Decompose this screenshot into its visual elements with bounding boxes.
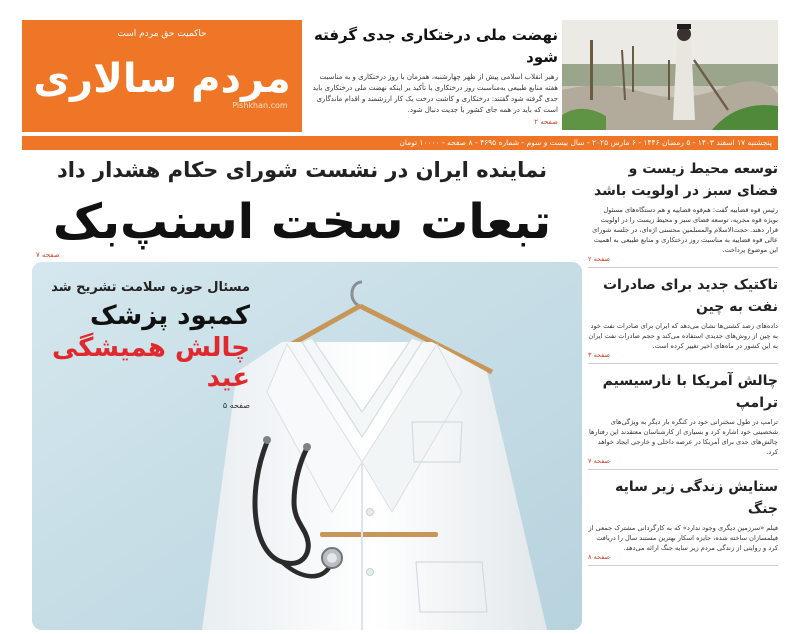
sidebar-story[interactable] xyxy=(588,158,778,268)
main-kicker: نماینده ایران در نشست شورای حکام هشدار داد xyxy=(56,158,548,182)
feature-kicker: مسئال حوزه سلامت تشریح شد xyxy=(51,280,250,295)
sidebar-story-text: فیلم «سرزمین دیگری وجود ندارد» که به کارگردانی مشترک جمعی از فیلمسازان ساخته شده، جایزه اسکار بهترین مستند سال را دریافت کرد و روایتی از زندگی مردم زیر سایه جنگ ارائه می‌دهد. xyxy=(588,524,778,552)
feature-title[interactable]: کمبود پزشک xyxy=(90,301,250,331)
sidebar-story-title: ستایش زندگی زیر سایه جنگ xyxy=(615,479,778,517)
newspaper-logo xyxy=(22,20,302,132)
lead-story[interactable] xyxy=(306,22,558,132)
feature-subtitle: چالش همیشگی عید xyxy=(51,333,250,393)
main-headline[interactable]: تبعات سخت اسنپ‌بک xyxy=(52,194,552,250)
feature-photo[interactable] xyxy=(32,262,582,630)
lead-story-page: صفحه ۲ xyxy=(534,118,558,126)
sidebar-story[interactable] xyxy=(588,370,778,470)
feature-text xyxy=(50,280,250,410)
main-column xyxy=(22,150,582,630)
main-headline-page: صفحه ۷ xyxy=(36,251,60,259)
sidebar-story-text: ترامپ در طول سخنرانی خود در کنگره بار دیگر به ویژگی‌های شخصیتی خود اشاره کرد و بسیاری از کارشناسان معتقدند این رفتارها چالش‌های جدی برای آمریکا در عرصه داخلی و خارجی ایجاد خواهد کرد. xyxy=(588,418,778,456)
sidebar-story-text: داده‌های رصد کشتی‌ها نشان می‌دهد که ایران برای صادرات نفت خود به چین از روش‌های جدیدی استفاده می‌کند و حجم صادرات نفت ایران به این کشور در ماه‌های اخیر تغییر کرده است. xyxy=(588,322,778,350)
sidebar-story-page: صفحه ۷ xyxy=(588,457,611,465)
sidebar-story-page: صفحه ۳ xyxy=(588,351,611,359)
lead-story-photo xyxy=(562,20,778,130)
logo-watermark: Pishkhan.com xyxy=(232,101,288,110)
masthead-logo-panel xyxy=(22,20,302,132)
sidebar-story[interactable] xyxy=(588,476,778,566)
sidebar-story-title: تاکتیک جدید برای صادرات نفت به چین xyxy=(602,277,778,315)
sidebar-story-title: چالش آمریکا با نارسیسیم ترامپ xyxy=(602,373,778,411)
logo-wordmark: مردم سالاری xyxy=(33,56,291,102)
sidebar-story-title: توسعه محیط زیست و فضای سبز در اولویت باشد xyxy=(594,161,778,199)
sidebar-story-page: صفحه ۸ xyxy=(588,553,611,561)
feature-page: صفحه ۵ xyxy=(222,401,250,410)
logo-slogan: حاکمیت حق مردم است xyxy=(117,29,207,39)
sidebar-story-page: صفحه ۲ xyxy=(588,255,611,263)
sidebar-story[interactable] xyxy=(588,274,778,364)
lead-story-title: نهضت ملی درختکاری جدی گرفته شود xyxy=(314,26,558,66)
dateline-bar: پنجشنبه ۱۷ اسفند ۱۴۰۳ - ۵ رمضان ۱۴۴۶ - ۶ مارس ۲۰۲۵ - سال بیست و سوم - شماره ۴۶۹۵ - ۸ صفحه - ۱۰۰۰۰ تومان xyxy=(22,136,778,150)
sidebar-story-text: رئیس قوه قضاییه گفت: هم‌قوه قضاییه و هم دستگاه‌های مسئول بویژه قوه مجریه، توسعه فضای سبز و محیط زیست را در اولویت قرار دهند. حجت‌الاسلام والمسلمین محسنی اژه‌ای، در جلسه شورای عالی قوه قضاییه به مناسبت روز درختکاری و منابع طبیعی به اهمیت این موضوع پرداخت. xyxy=(592,206,778,254)
sidebar-column xyxy=(588,158,778,628)
masthead xyxy=(0,0,800,138)
lead-story-body: رهبر انقلاب اسلامی پیش از ظهر چهارشنبه، همزمان با روز درختکاری و به مناسبت هفته منابع طبیعی به‌مناسبت روز درختکاری با تأکید بر اینکه نهضت ملی درختکاری باید جدی گرفته شود گفتند: درختکاری و کاشت درخت یک کار ارزشمند و اقدام ماندگاری است که باید در همه جای کشور با جدیت دنبال شود. xyxy=(312,73,558,114)
